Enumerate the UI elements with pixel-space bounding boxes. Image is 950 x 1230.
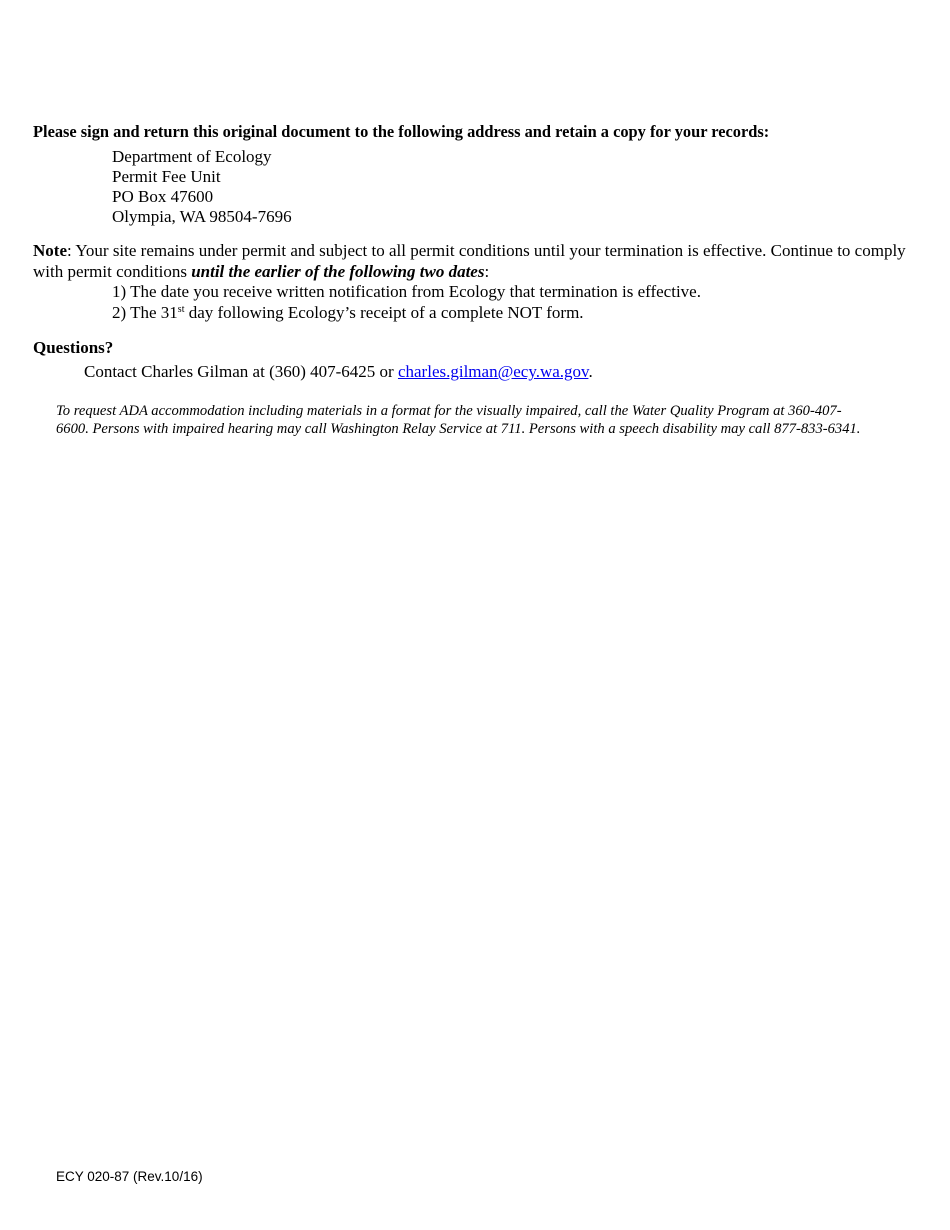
item2-ordinal-suffix: st [177, 304, 185, 315]
item2-prefix: 2) The 31 [112, 303, 178, 322]
contact-prefix: Contact Charles Gilman at (360) 407-6425 or [84, 362, 398, 381]
permit-note [33, 240, 923, 282]
questions-heading: Questions? [33, 338, 114, 357]
address-line-po-box: PO Box 47600 [112, 187, 214, 206]
item2-suffix: day following Ecology’s receipt of a complete NOT form. [184, 303, 584, 322]
address-line-city: Olympia, WA 98504-7696 [112, 207, 292, 226]
list-item-31st-day [112, 302, 701, 323]
note-emphasis: until the earlier of the following two dates [191, 262, 485, 281]
list-item-notification: 1) The date you receive written notification from Ecology that termination is effective. [112, 282, 701, 301]
mailing-address [112, 147, 292, 227]
contact-line [84, 361, 593, 382]
form-number-footer: ECY 020-87 (Rev.10/16) [56, 1169, 203, 1184]
termination-dates-list [112, 281, 701, 323]
ada-accommodation-notice: To request ADA accommodation including materials in a format for the visually impaired, call the Water Quality Program at 360-407-6600. Persons with impaired hearing may call Washington Relay Service at 711. Persons with a speech disability may call 877-833-6341. [56, 403, 861, 437]
return-instruction: Please sign and return this original document to the following address and retain a copy for your records: [33, 122, 770, 141]
email-link[interactable]: charles.gilman@ecy.wa.gov [397, 362, 589, 381]
address-line-unit: Permit Fee Unit [112, 167, 221, 186]
note-text: : Your site remains under permit and subject to all permit conditions until your termination is effective. Continue to comply with permit conditions [33, 241, 906, 281]
address-line-department: Department of Ecology [112, 147, 272, 166]
contact-suffix: . [588, 362, 593, 381]
note-end: : [484, 262, 490, 281]
note-label: Note [33, 241, 67, 260]
